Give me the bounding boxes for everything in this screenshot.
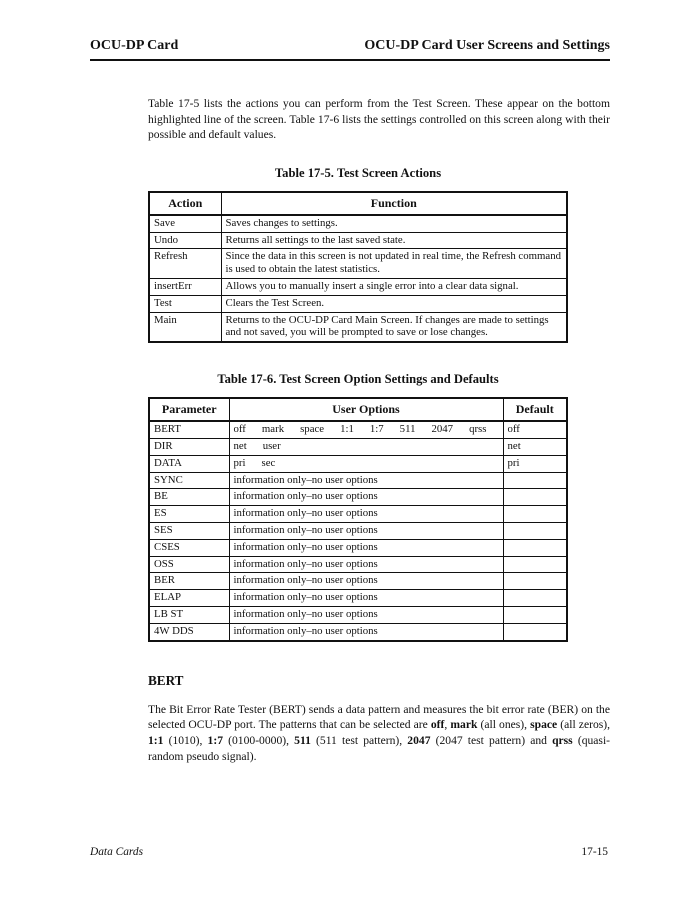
table-cell: information only–no user options [229, 573, 503, 590]
table-cell: insertErr [149, 278, 221, 295]
table-body [149, 215, 567, 342]
table-cell [503, 472, 567, 489]
option-value: 2047 [431, 423, 454, 436]
pattern-name: 1:7 [207, 734, 224, 748]
table-cell [503, 590, 567, 607]
table-row [149, 312, 567, 342]
paragraph-text: (quasi-random pseudo signal). [148, 734, 611, 763]
table-row [149, 295, 567, 312]
table-body [149, 421, 567, 640]
intro-paragraph: Table 17-5 lists the actions you can perform from the Test Screen. These appear on the bottom highlighted line of the screen. Table 17-6 lists the settings controlled on this screen along with their possible and default values. [148, 97, 610, 142]
table-cell: SYNC [149, 472, 229, 489]
table-cell [503, 606, 567, 623]
table-17-5-title: Table 17-5. Test Screen Actions [274, 165, 442, 180]
table-cell [229, 455, 503, 472]
table-cell: information only–no user options [229, 556, 503, 573]
table-cell: CSES [149, 539, 229, 556]
table-row [149, 539, 567, 556]
column-header-default: Default [503, 398, 567, 421]
option-value: 511 [399, 423, 416, 436]
table-cell [503, 573, 567, 590]
table-row [149, 489, 567, 506]
table-cell: information only–no user options [229, 522, 503, 539]
table-cell: Allows you to manually insert a single error into a clear data signal. [221, 278, 567, 295]
table-cell [503, 623, 567, 640]
paragraph-text: (511 test pattern), [310, 734, 408, 748]
pattern-name: 2047 [407, 734, 431, 748]
bert-section-heading: BERT [148, 672, 184, 688]
option-value: user [262, 439, 281, 452]
table-cell: Clears the Test Screen. [221, 295, 567, 312]
option-value: mark [261, 423, 285, 436]
table-cell: information only–no user options [229, 506, 503, 523]
table-row [149, 506, 567, 523]
pattern-name: qrss [552, 734, 573, 748]
column-header-function: Function [221, 192, 567, 215]
header-row [149, 192, 567, 215]
paragraph-text: (2047 test pattern) and [430, 734, 553, 748]
table-row [149, 556, 567, 573]
paragraph-text: (1010), [163, 734, 208, 748]
column-header-parameter: Parameter [149, 398, 229, 421]
table-cell: DATA [149, 455, 229, 472]
footer-document-title: Data Cards [90, 846, 144, 858]
option-settings-table [148, 397, 568, 641]
pattern-name: 511 [294, 734, 311, 748]
table-cell: information only–no user options [229, 623, 503, 640]
option-value: space [300, 423, 325, 436]
paragraph-text: (all ones), [477, 718, 531, 732]
table-row [149, 606, 567, 623]
pattern-name: space [530, 718, 558, 732]
paragraph-text: , [444, 718, 451, 732]
table-cell: Returns to the OCU-DP Card Main Screen. If changes are made to settings and not saved, you will be prompted to save or lose changes. [221, 312, 567, 342]
table-cell: information only–no user options [229, 606, 503, 623]
option-settings-block [148, 372, 568, 641]
option-value: off [233, 423, 246, 436]
table-cell: BER [149, 573, 229, 590]
table-17-6-title: Table 17-6. Test Screen Option Settings and Defaults [217, 372, 499, 387]
table-cell: information only–no user options [229, 590, 503, 607]
footer-page-number: 17-15 [581, 846, 608, 858]
header-left-title: OCU-DP Card [90, 38, 179, 53]
table-row [149, 590, 567, 607]
pattern-name: mark [450, 718, 478, 732]
page-header [90, 38, 610, 61]
table-cell [503, 506, 567, 523]
table-cell: net [503, 438, 567, 455]
table-cell: information only–no user options [229, 489, 503, 506]
option-value: sec [261, 456, 276, 469]
table-row [149, 421, 567, 438]
table-row [149, 522, 567, 539]
table-cell: off [503, 421, 567, 438]
table-row [149, 438, 567, 455]
table-cell: BE [149, 489, 229, 506]
paragraph-text: The Bit Error Rate Tester (BERT) sends a data pattern and measures the bit error rate (BER) on the selected OCU-DP port. The patterns that can be selected are [148, 702, 610, 732]
header-row [149, 398, 567, 421]
paragraph-text: (all zeros), [557, 718, 611, 732]
table-cell: pri [503, 455, 567, 472]
table-row [149, 215, 567, 232]
table-cell [229, 438, 503, 455]
table-header [149, 192, 567, 215]
table-cell [503, 522, 567, 539]
option-value: qrss [469, 423, 487, 436]
option-value: pri [233, 456, 246, 469]
table-cell [503, 556, 567, 573]
table-cell: DIR [149, 438, 229, 455]
option-value: 1:7 [369, 423, 384, 436]
bert-paragraph [148, 702, 610, 765]
table-cell [503, 539, 567, 556]
table-cell: LB ST [149, 606, 229, 623]
header-right-title: OCU-DP Card User Screens and Settings [364, 38, 610, 53]
table-cell: ES [149, 506, 229, 523]
pattern-name: 1:1 [148, 734, 164, 748]
table-row [149, 249, 567, 279]
table-cell: Since the data in this screen is not updated in real time, the Refresh command is used to obtain the latest statistics. [221, 249, 567, 279]
page-footer [90, 846, 608, 858]
option-value: 1:1 [340, 423, 354, 436]
table-row [149, 573, 567, 590]
option-value: net [233, 439, 247, 452]
table-cell: SES [149, 522, 229, 539]
table-cell: Refresh [149, 249, 221, 279]
table-cell: Save [149, 215, 221, 232]
table-cell: information only–no user options [229, 539, 503, 556]
table-cell: Returns all settings to the last saved state. [221, 232, 567, 249]
table-cell: Undo [149, 232, 221, 249]
table-header [149, 398, 567, 421]
paragraph-text: (0100-0000), [223, 734, 295, 748]
test-screen-actions-table [148, 191, 568, 343]
table-cell: 4W DDS [149, 623, 229, 640]
table-cell [503, 489, 567, 506]
page-body [148, 60, 610, 765]
pattern-name: off [430, 718, 445, 732]
table-cell: ELAP [149, 590, 229, 607]
column-header-user-options: User Options [229, 398, 503, 421]
table-cell: Test [149, 295, 221, 312]
table-row [149, 455, 567, 472]
table-cell: OSS [149, 556, 229, 573]
table-cell: information only–no user options [229, 472, 503, 489]
table-row [149, 623, 567, 640]
table-row [149, 232, 567, 249]
column-header-action: Action [149, 192, 221, 215]
test-screen-actions-block [148, 166, 568, 343]
table-cell: BERT [149, 421, 229, 438]
table-row [149, 472, 567, 489]
table-row [149, 278, 567, 295]
table-cell: Saves changes to settings. [221, 215, 567, 232]
table-cell [229, 421, 503, 438]
table-cell: Main [149, 312, 221, 342]
